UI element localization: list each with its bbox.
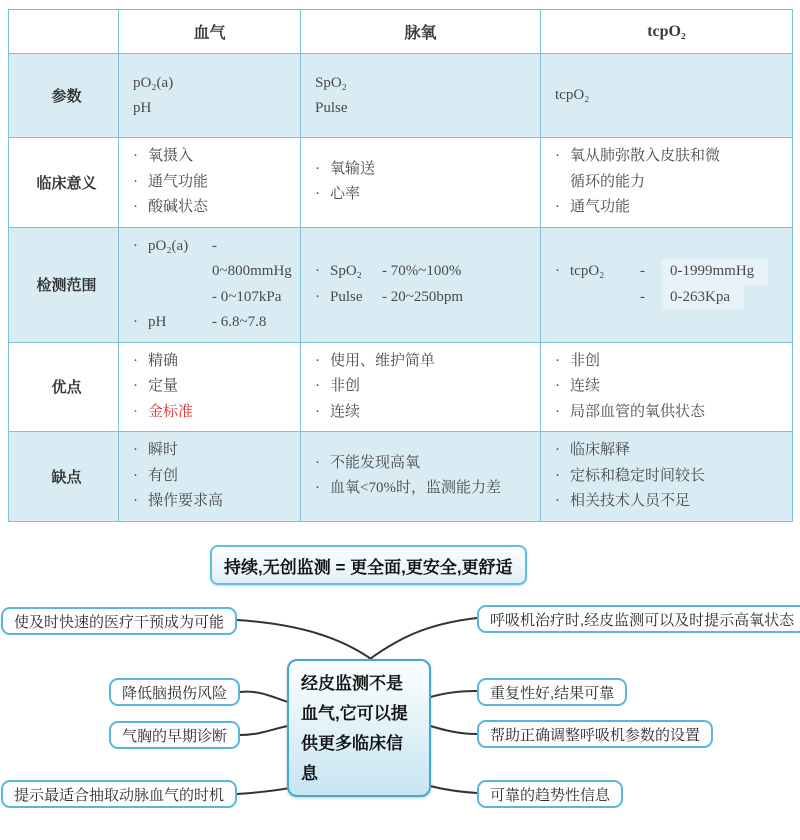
bullet-text: 相关技术人员不足 [570,493,691,509]
range-param: tcpO₂ [570,263,605,279]
bullet-text: 金标准 [148,403,194,420]
connector-top-right [367,618,477,661]
range-dash: - [640,288,645,305]
bullet-dot: · [315,480,320,497]
cell-range-tcpo2 [541,227,793,342]
range-line [555,259,784,285]
row-label-advantages: 优点 [9,342,119,432]
header-pulseox: 脉氧 [301,10,541,54]
bullet-text: 血氧<70%时，监测能力差 [330,480,501,497]
bullet-dot: · [555,493,560,509]
bullet-item [133,170,292,196]
row-label-clinical-meaning: 临床意义 [9,138,119,228]
row-label-disadvantages: 缺点 [9,432,119,522]
cell-parameters-bloodgas [119,54,301,138]
bullet-item-gold-standard [133,400,292,426]
bullet-item [555,144,784,195]
bullet-dot: · [133,199,138,215]
header-empty-cell [9,10,119,54]
bullet-text: 精确 [148,352,179,369]
bullet-text: 心率 [330,186,361,203]
bullet-item [315,182,532,208]
table-header-row [9,10,793,54]
bullet-item [555,489,784,515]
mindmap-node-pneumothorax-diagnosis: 气胸的早期诊断 [109,721,240,749]
comparison-table [8,9,793,522]
bullet-item [555,195,784,221]
bullet-dot: · [555,263,560,279]
bullet-item [133,464,292,490]
row-advantages [9,342,793,432]
bullet-dot: · [315,352,320,369]
bullet-dot: · [315,454,320,471]
bullet-text: 定量 [148,378,179,394]
bullet-text: 通气功能 [570,199,631,215]
cell-pros-pulseox [301,342,541,432]
bullet-dot: · [555,467,560,484]
bullet-item [555,464,784,490]
range-value: - 0~800mmHg [212,237,292,279]
bullet-dot: · [133,493,138,509]
param-line: Pulse [315,99,348,116]
bullet-text: 临床解释 [570,442,631,458]
bullet-text: 连续 [570,378,601,394]
bullet-dot: · [555,378,560,394]
range-value: - 6.8~7.8 [212,314,267,330]
bullet-text: 酸碱状态 [148,199,209,215]
bullet-item [133,195,292,221]
mindmap-node-repeatable-reliable: 重复性好,结果可靠 [477,678,627,706]
range-param: SpO₂ [330,263,362,279]
cell-clinical-bloodgas [119,138,301,228]
range-line [133,310,292,336]
bullet-text: 氧从肺弥散入皮肤和微循环的能力 [570,148,721,190]
bullet-item [133,438,292,464]
connector-mid-right-1 [427,691,477,698]
range-line [315,285,532,311]
mindmap-center-node: 经皮监测不是血气,它可以提供更多临床信息 [287,659,431,797]
bullet-text: 有创 [148,467,179,484]
bullet-item [315,157,532,183]
bullet-text: 使用、维护简单 [330,352,436,369]
bullet-dot: · [133,148,138,164]
cell-parameters-pulseox [301,54,541,138]
cell-parameters-tcpo2 [541,54,793,138]
bullet-text: 通气功能 [148,173,209,190]
param-line: pO₂(a) [133,74,174,91]
row-disadvantages [9,432,793,522]
bullet-text: 局部血管的氧供状态 [570,403,706,420]
range-value: - 0~107kPa [212,288,282,305]
bullet-text: 定标和稳定时间较长 [570,467,706,484]
bullet-text: 瞬时 [148,442,179,458]
param-line: tcpO₂ [555,87,590,104]
range-line [315,259,532,285]
mindmap-node-ventilator-settings: 帮助正确调整呼吸机参数的设置 [477,720,713,748]
bullet-dot: · [315,186,320,203]
bullet-item [315,374,532,400]
bullet-dot: · [555,442,560,458]
bullet-dot: · [315,378,320,394]
bullet-dot: · [315,263,320,279]
range-dash: - [640,263,645,279]
bullet-text: 不能发现高氧 [330,454,421,471]
bullet-item [315,451,532,477]
bullet-dot: · [555,403,560,420]
row-label-parameters: 参数 [9,54,119,138]
cell-pros-bloodgas [119,342,301,432]
bullet-dot: · [133,314,138,330]
header-bloodgas: 血气 [119,10,301,54]
bullet-item [555,374,784,400]
param-line: SpO₂ [315,74,347,91]
row-parameters [9,54,793,138]
range-value: - 20~250bpm [382,288,464,305]
bullet-dot: · [133,378,138,394]
bullet-dot: · [133,237,138,254]
bullet-item [555,349,784,375]
bullet-text: 氧摄入 [148,148,194,164]
bullet-text: 非创 [330,378,361,394]
bullet-item [133,374,292,400]
bullet-dot: · [133,173,138,190]
range-param: pH [148,314,167,330]
cell-range-bloodgas [119,227,301,342]
range-line [555,285,784,311]
connector-mid-right-2 [427,725,477,734]
range-value: 0-263Kpa [662,285,744,311]
bullet-dot: · [133,352,138,369]
bullet-text: 氧输送 [330,160,376,177]
range-line [133,285,292,311]
bullet-dot: · [133,403,138,420]
connector-mid-left-2 [240,726,288,735]
bullet-item [315,476,532,502]
bullet-text: 操作要求高 [148,493,224,509]
row-label-detection-range: 检测范围 [9,227,119,342]
bullet-dot: · [315,403,320,420]
bullet-dot: · [555,352,560,369]
bullet-dot: · [315,288,320,305]
mindmap-node-reduce-brain-injury: 降低脑损伤风险 [109,678,240,706]
row-detection-range [9,227,793,342]
bullet-item [133,489,292,515]
param-line: pH [133,99,152,116]
range-param: Pulse [330,288,363,305]
summary-banner: 持续,无创监测 = 更全面,更安全,更舒适 [210,545,527,585]
range-value: - 70%~100% [382,263,462,279]
cell-clinical-pulseox [301,138,541,228]
cell-cons-bloodgas [119,432,301,522]
bullet-dot: · [315,160,320,177]
bullet-text: 连续 [330,403,361,420]
cell-cons-pulseox [301,432,541,522]
range-param: pO₂(a) [148,237,189,254]
connector-top-left [237,620,374,661]
mindmap-node-hyperoxia-alert: 呼吸机治疗时,经皮监测可以及时提示高氧状态 [477,605,800,633]
bullet-item [555,400,784,426]
range-line [133,234,292,285]
mindmap-node-timely-intervention: 使及时快速的医疗干预成为可能 [1,607,237,635]
cell-pros-tcpo2 [541,342,793,432]
cell-clinical-tcpo2 [541,138,793,228]
bullet-item [315,400,532,426]
bullet-text: 非创 [570,352,601,369]
bullet-item [315,349,532,375]
header-tcpo2: tcpO₂ [541,10,793,54]
bullet-item [133,144,292,170]
bullet-item [555,438,784,464]
connector-mid-left-1 [240,692,288,702]
cell-cons-tcpo2 [541,432,793,522]
bullet-dot: · [133,467,138,484]
bullet-dot: · [555,148,560,164]
mindmap-node-best-sampling-time: 提示最适合抽取动脉血气的时机 [1,780,237,808]
bullet-item [133,349,292,375]
range-value: 0-1999mmHg [662,259,768,285]
cell-range-pulseox [301,227,541,342]
bullet-dot: · [133,442,138,458]
row-clinical-meaning [9,138,793,228]
bullet-dot: · [555,199,560,215]
mindmap-node-trend-information: 可靠的趋势性信息 [477,780,623,808]
